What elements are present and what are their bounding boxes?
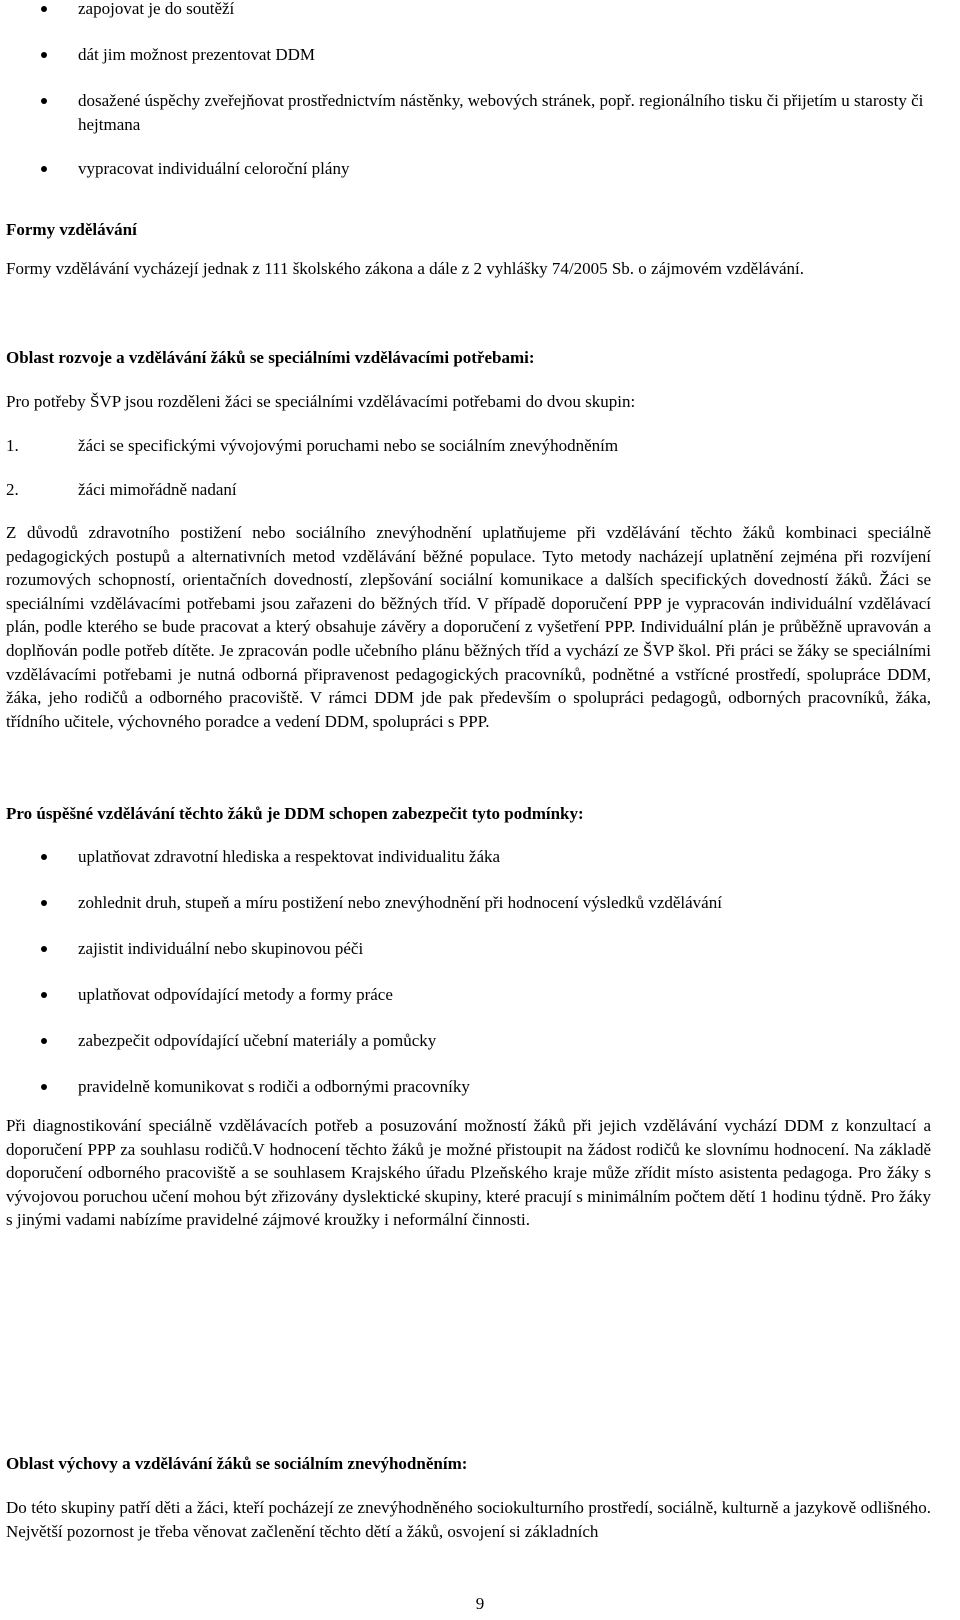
list-item: pravidelně komunikovat s rodiči a odbornými pracovníky — [6, 1075, 936, 1099]
conditions-list — [6, 845, 936, 1121]
group-item-2 — [6, 478, 938, 502]
list-item: uplatňovat zdravotní hlediska a respektovat individualitu žáka — [6, 845, 936, 869]
list-item: zohlednit druh, stupeň a míru postižení nebo znevýhodnění při hodnocení výsledků vzdělávání — [6, 891, 936, 915]
group-text: žáci se specifickými vývojovými poruchami nebo se sociálním znevýhodněním — [78, 436, 619, 455]
list-item: zabezpečit odpovídající učební materiály a pomůcky — [6, 1029, 936, 1053]
group-number: 2. — [6, 480, 19, 499]
list-item: zajistit individuální nebo skupinovou péči — [6, 937, 936, 961]
group-text: žáci mimořádně nadaní — [78, 480, 237, 499]
list-item: uplatňovat odpovídající metody a formy práce — [6, 983, 936, 1007]
special-needs-body: Z důvodů zdravotního postižení nebo sociálního znevýhodnění uplatňujeme při vzdělávání těchto žáků kombinaci speciálně pedagogických postupů a alternativních metod vzdělávání běžné populace. Tyto metody nacházejí uplatnění zejména při rozvíjení rozumových schopností, orientačních dovedností, zlepšování sociální komunikace a dalších specifických dovedností žáků. Žáci se speciálními vzdělávacími potřebami jsou zařazeni do běžných tříd. V případě doporučení PPP je vypracován individuální vzdělávací plán, podle kterého se bude pracovat a který obsahuje závěry a doporučení z vyšetření PPP. Individuální plán je průběžně upravován a doplňován podle potřeb dítěte. Je zpracován podle učebního plánu běžných tříd a vychází ze ŠVP škol. Při práci se žáky se speciálními vzdělávacími potřebami je nutná odborná připravenost pedagogických pracovníků, podnětné a vstřícné prostředí, spolupráce DDM, žáka, jeho rodičů a odborného pracoviště. V rámci DDM jde pak především o spolupráci pedagogů, odborných pracovníků, žáka, třídního učitele, výchovného poradce a vedení DDM, spolupráci s PPP. — [6, 523, 931, 731]
conditions-body: Při diagnostikování speciálně vzdělávacích potřeb a posuzování možností žáků při jejich vzdělávání vychází DDM z konzultací a doporučení PPP za souhlasu rodičů.V hodnocení těchto žáků je možné přistoupit na žádost rodičů ke slovnímu hodnocení. Na základě doporučení odborného pracoviště a se souhlasem Krajského úřadu Plzeňského kraje může zřídit místo asistenta pedagoga. Pro žáky s vývojovou poruchou učení mohou být zřizovány dyslektické skupiny, které pracují s minimálním počtem dětí 1 hodinu týdně. Pro žáky s jinými vadami nabízíme pravidelné zájmové kroužky i neformální činnosti. — [6, 1116, 931, 1230]
forms-heading: Formy vzdělávání — [6, 220, 137, 239]
social-body: Do této skupiny patří děti a žáci, kteří pocházejí ze znevýhodněného sociokulturního prostředí, sociálně, kulturně a jazykově odlišného. Největší pozornost je třeba věnovat začlenění těchto dětí a žáků, osvojení si základních — [6, 1498, 931, 1541]
special-needs-intro: Pro potřeby ŠVP jsou rozděleni žáci se speciálními vzdělávacími potřebami do dvou skupin: — [6, 392, 636, 411]
list-item: zapojovat je do soutěží — [6, 0, 936, 21]
group-item-1 — [6, 434, 938, 458]
group-number: 1. — [6, 436, 19, 455]
list-item: dosažené úspěchy zveřejňovat prostřednictvím nástěnky, webových stránek, popř. regionálního tisku či přijetím u starosty či hejtmana — [6, 89, 936, 137]
special-needs-heading: Oblast rozvoje a vzdělávání žáků se speciálními vzdělávacími potřebami: — [6, 348, 535, 367]
list-item: vypracovat individuální celoroční plány — [6, 157, 936, 181]
page-number: 9 — [475, 1594, 485, 1613]
forms-paragraph: Formy vzdělávání vycházejí jednak z 111 školského zákona a dále z 2 vyhlášky 74/2005 Sb. o zájmovém vzdělávání. — [6, 259, 804, 278]
top-bullet-list — [6, 0, 936, 203]
social-heading: Oblast výchovy a vzdělávání žáků se sociálním znevýhodněním: — [6, 1454, 468, 1473]
conditions-heading: Pro úspěšné vzdělávání těchto žáků je DDM schopen zabezpečit tyto podmínky: — [6, 804, 584, 823]
list-item: dát jim možnost prezentovat DDM — [6, 43, 936, 67]
